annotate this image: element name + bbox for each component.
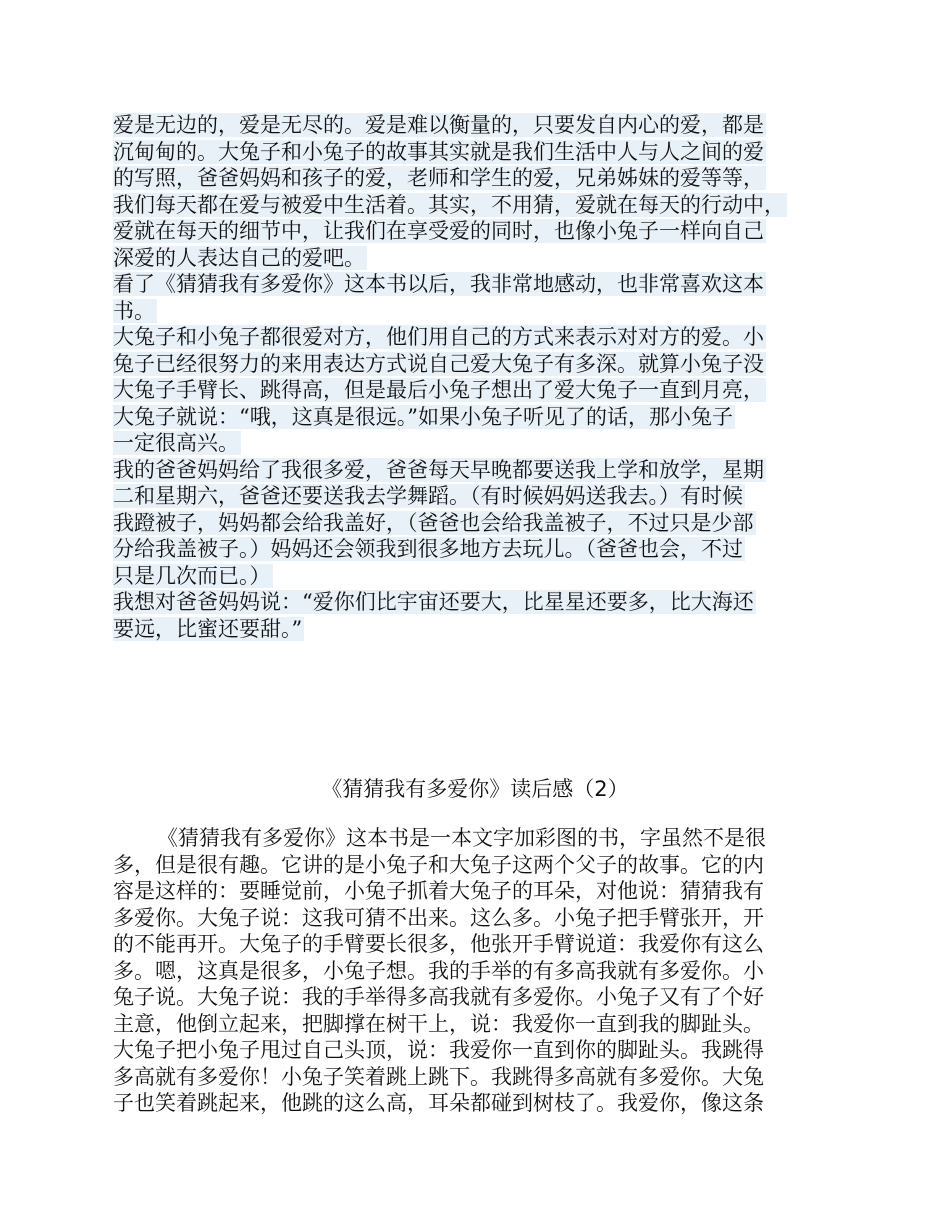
text-line: 《猜猜我有多爱你》这本书是一本文字加彩图的书，字虽然不是很 — [157, 826, 766, 850]
text-line: 看了《猜猜我有多爱你》这本书以后，我非常地感动，也非常喜欢这本 — [113, 272, 764, 296]
highlighted-text-block — [113, 112, 843, 642]
text-line: 多爱你。大兔子说：这我可猜不出来。这么多。小兔子把手臂张开，开 — [113, 905, 764, 930]
text-line: 子也笑着跳起来，他跳的这么高，耳朵都碰到树枝了。我爱你，像这条 — [113, 1091, 764, 1115]
text-line: 我想对爸爸妈妈说：“爱你们比宇宙还要大，比星星还要多，比大海还 — [113, 590, 754, 614]
article-body — [113, 825, 843, 1117]
text-line: 多高就有多爱你！小兔子笑着跳上跳下。我跳得多高就有多爱你。大兔 — [113, 1064, 764, 1089]
text-line: 分给我盖被子。）妈妈还会领我到很多地方去玩儿。（爸爸也会，不过 — [113, 537, 743, 561]
text-line: 要远，比蜜还要甜。” — [113, 616, 303, 641]
text-line: 主意，他倒立起来，把脚撑在树干上，说：我爱你一直到我的脚趾头。 — [113, 1011, 764, 1036]
text-line: 大兔子手臂长、跳得高，但是最后小兔子想出了爱大兔子一直到月亮， — [113, 378, 764, 402]
text-line: 我蹬被子，妈妈都会给我盖好，（爸爸也会给我盖被子，不过只是少部 — [113, 510, 754, 535]
text-line: 大兔子和小兔子都很爱对方，他们用自己的方式来表示对对方的爱。小 — [113, 325, 764, 349]
text-line: 深爱的人表达自己的爱吧。 — [113, 245, 365, 270]
text-line: 我们每天都在爱与被爱中生活着。其实，不用猜，爱就在每天的行动中， — [113, 192, 785, 217]
text-line: 只是几次而已。） — [113, 563, 271, 588]
text-line: 爱是无边的，爱是无尽的。爱是难以衡量的，只要发自内心的爱，都是 — [113, 113, 764, 137]
text-line: 我的爸爸妈妈给了我很多爱，爸爸每天早晚都要送我上学和放学，星期 — [113, 457, 764, 482]
text-line: 兔子已经很努力的来用表达方式说自己爱大兔子有多深。就算小兔子没 — [113, 351, 764, 376]
text-line: 兔子说。大兔子说：我的手举得多高我就有多爱你。小兔子又有了个好 — [113, 985, 764, 1009]
text-line: 沉甸甸的。大兔子和小兔子的故事其实就是我们生活中人与人之间的爱 — [113, 139, 764, 164]
text-line: 书。 — [113, 298, 155, 323]
text-line: 的写照，爸爸妈妈和孩子的爱，老师和学生的爱，兄弟姊妹的爱等等， — [113, 166, 764, 190]
text-line: 容是这样的：要睡觉前，小兔子抓着大兔子的耳朵，对他说：猜猜我有 — [113, 879, 764, 903]
text-line: 二和星期六，爸爸还要送我去学舞蹈。（有时候妈妈送我去。）有时候 — [113, 484, 743, 508]
text-line: 爱就在每天的细节中，让我们在享受爱的同时，也像小兔子一样向自己 — [113, 219, 764, 243]
text-line: 大兔子就说：“哦，这真是很远。”如果小兔子听见了的话，那小兔子 — [113, 404, 733, 429]
text-line: 多。嗯，这真是很多，小兔子想。我的手举的有多高我就有多爱你。小 — [113, 958, 764, 983]
text-line: 一定很高兴。 — [113, 431, 239, 455]
text-line: 大兔子把小兔子甩过自己头顶，说：我爱你一直到你的脚趾头。我跳得 — [113, 1038, 764, 1062]
text-line: 多，但是很有趣。它讲的是小兔子和大兔子这两个父子的故事。它的内 — [113, 852, 764, 877]
text-line: 的不能再开。大兔子的手臂要长很多，他张开手臂说道：我爱你有这么 — [113, 932, 764, 956]
article-title: 《猜猜我有多爱你》读后感（2） — [321, 777, 629, 801]
